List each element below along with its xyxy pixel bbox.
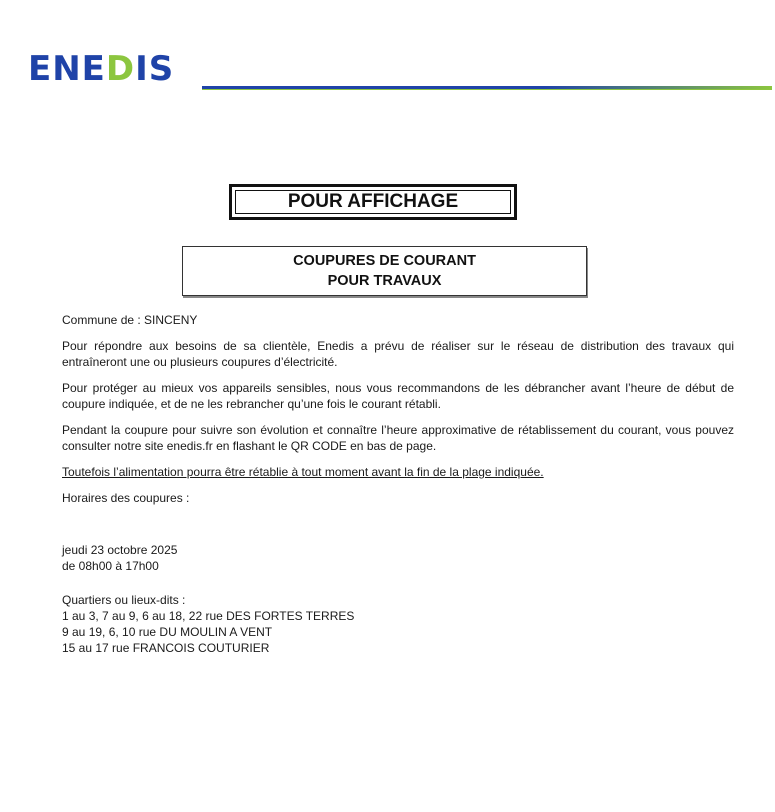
location-item: 1 au 3, 7 au 9, 6 au 18, 22 rue DES FORTES TERRES xyxy=(62,609,355,623)
schedule-date: jeudi 23 octobre 2025 xyxy=(62,543,178,557)
coupures-box xyxy=(182,246,587,296)
paragraph-4: Toutefois l’alimentation pourra être rétablie à tout moment avant la fin de la plage indiquée. xyxy=(62,465,544,479)
location-item: 15 au 17 rue FRANCOIS COUTURIER xyxy=(62,641,270,655)
commune-line: Commune de : SINCENY xyxy=(62,313,198,327)
header-rule xyxy=(202,86,772,89)
logo-part-1: ENE xyxy=(28,49,106,89)
paragraph-3: Pendant la coupure pour suivre son évolution et connaître l’heure approximative de rétablissement du courant, vous pouvez consulter notre site enedis.fr en flashant le QR CODE en bas de page. xyxy=(62,423,734,453)
notice-title: POUR AFFICHAGE xyxy=(287,191,459,212)
paragraph-1: Pour répondre aux besoins de sa clientèle, Enedis a prévu de réaliser sur le réseau de distribution des travaux qui entraîneront une ou plusieurs coupures d’électricité. xyxy=(62,339,734,369)
locations-label: Quartiers ou lieux-dits : xyxy=(62,593,186,607)
horaires-label: Horaires des coupures : xyxy=(62,491,190,505)
paragraph-2: Pour protéger au mieux vos appareils sensibles, nous vous recommandons de les débrancher avant l’heure de début de coupure indiquée, et de ne les rebrancher qu’une fois le courant rétabli. xyxy=(62,381,734,411)
location-item: 9 au 19, 6, 10 rue DU MOULIN A VENT xyxy=(62,625,273,639)
logo-part-accent: D xyxy=(105,49,136,89)
notice-subtitle-line1: COUPURES DE COURANT xyxy=(293,253,476,269)
notice-content xyxy=(62,312,734,656)
schedule-time: de 08h00 à 17h00 xyxy=(62,559,159,573)
notice-subtitle-line2: POUR TRAVAUX xyxy=(327,273,442,289)
enedis-logo xyxy=(28,49,175,89)
affichage-box xyxy=(229,184,517,220)
logo-part-2: IS xyxy=(135,49,175,89)
